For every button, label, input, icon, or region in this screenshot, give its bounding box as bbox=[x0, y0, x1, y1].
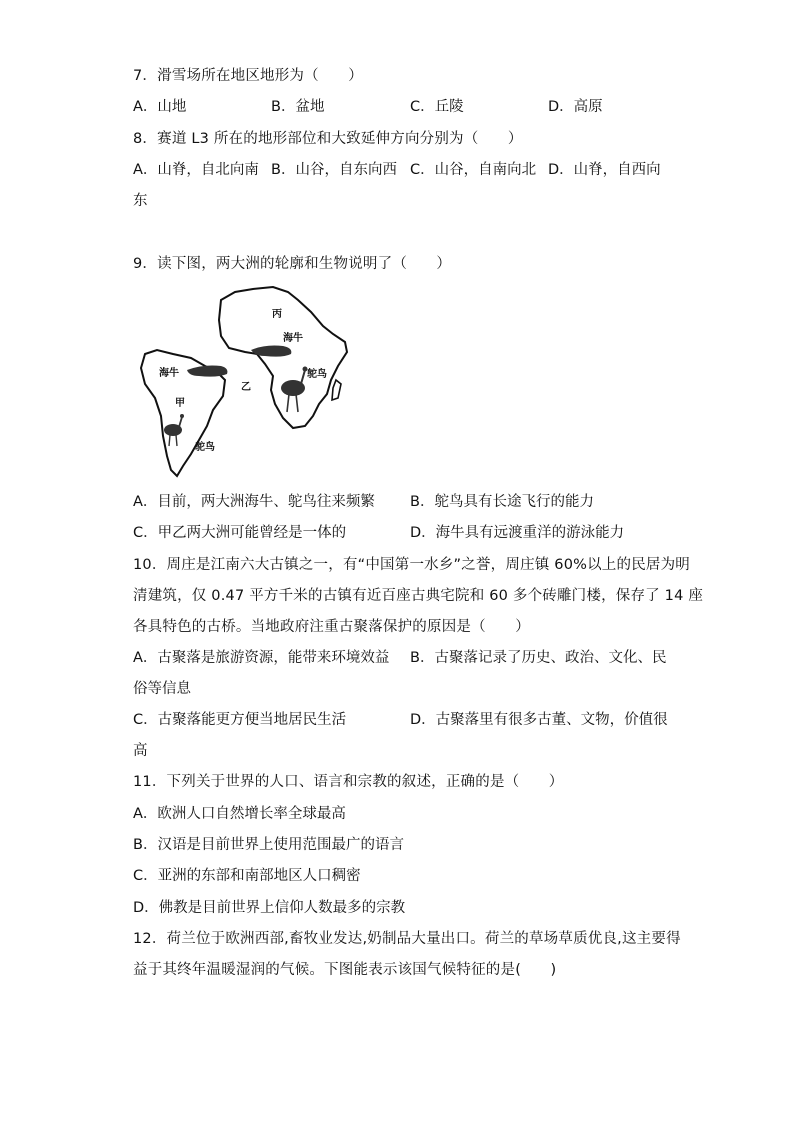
label-yi: 乙 bbox=[241, 382, 251, 393]
q10-stem-line-1: 10．周庄是江南六大古镇之一，有“中国第一水乡”之誉，周庄镇 60%以上的民居为明 bbox=[133, 557, 691, 573]
label-jia: 甲 bbox=[175, 398, 185, 409]
ostrich-africa-icon bbox=[281, 367, 308, 413]
q10-option-b-wrap: 俗等信息 bbox=[133, 681, 191, 697]
q8-option-d-wrap: 东 bbox=[133, 193, 148, 209]
madagascar-outline bbox=[332, 380, 341, 400]
q9-option-a: A．目前，两大洲海牛、鸵鸟往来频繁 bbox=[133, 494, 375, 510]
label-bing: 丙 bbox=[272, 309, 282, 320]
q11-option-b: B．汉语是目前世界上使用范围最广的语言 bbox=[133, 837, 404, 853]
ostrich-america-icon bbox=[164, 414, 184, 446]
q7-option-a: A．山地 bbox=[133, 99, 187, 115]
label-manatee-america: 海牛 bbox=[159, 368, 179, 379]
continents-map bbox=[133, 286, 353, 481]
label-ostrich-america: 鸵鸟 bbox=[195, 442, 215, 453]
q10-option-d-wrap: 高 bbox=[133, 743, 148, 759]
q8-option-b: B．山谷，自东向西 bbox=[271, 162, 397, 178]
q7-option-d: D．高原 bbox=[548, 99, 603, 115]
label-manatee-africa: 海牛 bbox=[283, 333, 303, 344]
q11-option-d: D．佛教是目前世界上信仰人数最多的宗教 bbox=[133, 900, 406, 916]
q9-option-b: B．鸵鸟具有长途飞行的能力 bbox=[410, 494, 594, 510]
q10-stem-line-2: 清建筑，仅 0.47 平方千米的古镇有近百座古典宅院和 60 多个砖雕门楼，保存了 14 座 bbox=[133, 588, 704, 604]
q12-stem-line-1: 12．荷兰位于欧洲西部,畜牧业发达,奶制品大量出口。荷兰的草场草质优良,这主要得 bbox=[133, 931, 681, 947]
q8-stem: 8．赛道 L3 所在的地形部位和大致延伸方向分别为（ ） bbox=[133, 131, 523, 147]
q10-stem-line-3: 各具特色的古桥。当地政府注重古聚落保护的原因是（ ） bbox=[133, 619, 530, 635]
q12-stem-line-2: 益于其终年温暖湿润的气候。下图能表示该国气候特征的是( ) bbox=[133, 962, 557, 978]
q9-option-d: D．海牛具有远渡重洋的游泳能力 bbox=[410, 525, 625, 541]
q7-option-b: B．盆地 bbox=[271, 99, 325, 115]
q8-option-a: A．山脊，自北向南 bbox=[133, 162, 259, 178]
q11-option-c: C．亚洲的东部和南部地区人口稠密 bbox=[133, 868, 361, 884]
q8-option-c: C．山谷，自南向北 bbox=[410, 162, 537, 178]
manatee-america-icon bbox=[187, 366, 227, 377]
q9-stem: 9．读下图，两大洲的轮廓和生物说明了（ ） bbox=[133, 256, 452, 272]
q11-stem: 11．下列关于世界的人口、语言和宗教的叙述，正确的是（ ） bbox=[133, 774, 564, 790]
africa-outline bbox=[219, 287, 347, 428]
q7-stem: 7．滑雪场所在地区地形为（ ） bbox=[133, 68, 363, 84]
q11-option-a: A．欧洲人口自然增长率全球最高 bbox=[133, 806, 346, 822]
q8-option-d: D．山脊，自西向 bbox=[548, 162, 661, 178]
q10-option-d: D．古聚落里有很多古董、文物，价值很 bbox=[410, 712, 668, 728]
q7-option-c: C．丘陵 bbox=[410, 99, 464, 115]
q10-option-a: A．古聚落是旅游资源，能带来环境效益 bbox=[133, 650, 390, 666]
q9-option-c: C．甲乙两大洲可能曾经是一体的 bbox=[133, 525, 347, 541]
q10-option-c: C．古聚落能更方便当地居民生活 bbox=[133, 712, 347, 728]
label-ostrich-africa: 鸵鸟 bbox=[307, 369, 327, 380]
q10-option-b: B．古聚落记录了历史、政治、文化、民 bbox=[410, 650, 667, 666]
